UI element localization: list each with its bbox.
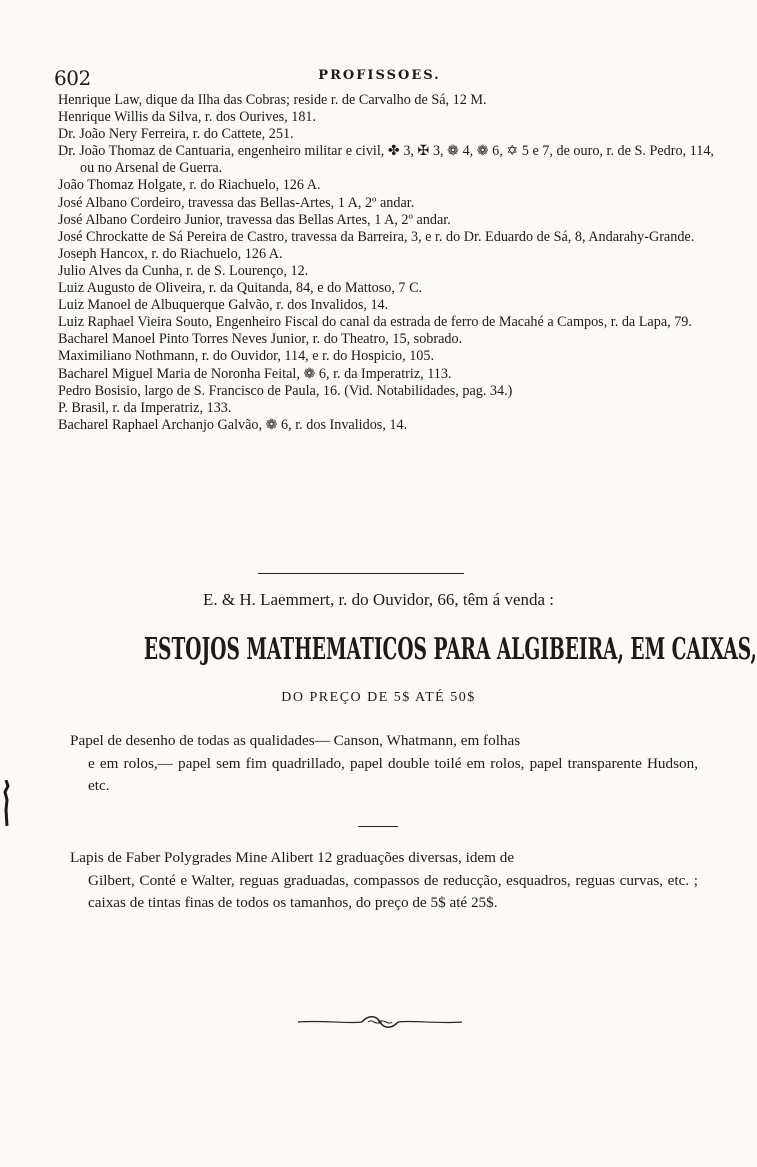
page-header: [54, 66, 705, 88]
directory-entry: Henrique Willis da Silva, r. dos Ourives, 181.: [58, 109, 317, 126]
paragraph-continuation: Gilbert, Conté e Walter, reguas graduadas, compassos de reducção, esquadros, reguas curvas, etc. ; caixas de tintas finas de todos os tamanhos, do preço de 5$ até 25$.: [88, 871, 698, 911]
directory-entry: Luiz Augusto de Oliveira, r. da Quitanda, 84, e do Mattoso, 7 C.: [58, 280, 423, 297]
directory-entries: [58, 92, 718, 434]
directory-entry: Henrique Law, dique da Ilha das Cobras; reside r. de Carvalho de Sá, 12 M.: [58, 92, 487, 108]
ornament-fleuron-icon: [296, 1012, 464, 1032]
short-divider: [358, 826, 398, 827]
directory-entry: João Thomaz Holgate, r. do Riachuelo, 126 A.: [58, 177, 321, 194]
running-title: PROFISSOES.: [318, 68, 441, 83]
advertisement-paragraph-paper: [70, 730, 698, 798]
advertisement-headline: ESTOJOS MATHEMATICOS PARA ALGIBEIRA, EM CAIXAS,: [143, 632, 757, 667]
directory-entry: José Albano Cordeiro Junior, travessa das Bellas Artes, 1 A, 2º andar.: [58, 211, 451, 228]
directory-entry: Bacharel Raphael Archanjo Galvão, ❁ 6, r. dos Invalidos, 14.: [58, 416, 408, 433]
section-divider: [258, 573, 464, 574]
directory-entry: Maximiliano Nothmann, r. do Ouvidor, 114, e r. do Hospicio, 105.: [58, 348, 435, 365]
paragraph-first-line: Lapis de Faber Polygrades Mine Alibert 12 graduações diversas, idem de: [70, 849, 515, 866]
page-number: 602: [54, 66, 91, 90]
directory-entry: Luiz Manoel de Albuquerque Galvão, r. dos Invalidos, 14.: [58, 297, 389, 314]
paragraph-first-line: Papel de desenho de todas as qualidades— Canson, Whatmann, em folhas: [70, 732, 521, 749]
directory-entry: P. Brasil, r. da Imperatriz, 133.: [58, 399, 232, 416]
directory-entry: Bacharel Manoel Pinto Torres Neves Junior, r. do Theatro, 15, sobrado.: [58, 331, 463, 348]
directory-entry: Pedro Bosisio, largo de S. Francisco de Paula, 16. (Vid. Notabilidades, pag. 34.): [58, 382, 513, 399]
advertisement-intro: E. & H. Laemmert, r. do Ouvidor, 66, têm á venda :: [202, 590, 555, 609]
directory-entry: Bacharel Miguel Maria de Noronha Feital, ❁ 6, r. da Imperatriz, 113.: [58, 365, 452, 382]
directory-entry: Luiz Raphael Vieira Souto, Engenheiro Fiscal do canal da estrada de ferro de Macahé a Campos, r. da Lapa, 79.: [58, 314, 692, 331]
directory-entry: Julio Alves da Cunha, r. de S. Lourenço, 12.: [58, 262, 309, 279]
margin-ink-mark-icon: [2, 780, 10, 826]
directory-entry: José Albano Cordeiro, travessa das Bellas-Artes, 1 A, 2º andar.: [58, 194, 415, 211]
directory-entry: Dr. João Thomaz de Cantuaria, engenheiro militar e civil, ✤ 3, ✠ 3, ❁ 4, ❁ 6, ✡ 5 e 7, de ouro, r. de S. Pedro, 114, ou no Arsenal de Guerra.: [58, 143, 714, 177]
advertisement-paragraph-pencils: [70, 847, 698, 915]
directory-entry: José Chrockatte de Sá Pereira de Castro, travessa da Barreira, 3, e r. do Dr. Eduardo de Sá, 8, Andarahy-Grande.: [58, 228, 695, 245]
paragraph-continuation: e em rolos,— papel sem fim quadrillado, papel double toilé em rolos, papel transparente Hudson, etc.: [88, 754, 698, 794]
directory-entry: Dr. João Nery Ferreira, r. do Cattete, 251.: [58, 126, 294, 143]
advertisement-price: DO PREÇO DE 5$ ATÉ 50$: [281, 690, 476, 705]
directory-entry: Joseph Hancox, r. do Riachuelo, 126 A.: [58, 245, 283, 262]
